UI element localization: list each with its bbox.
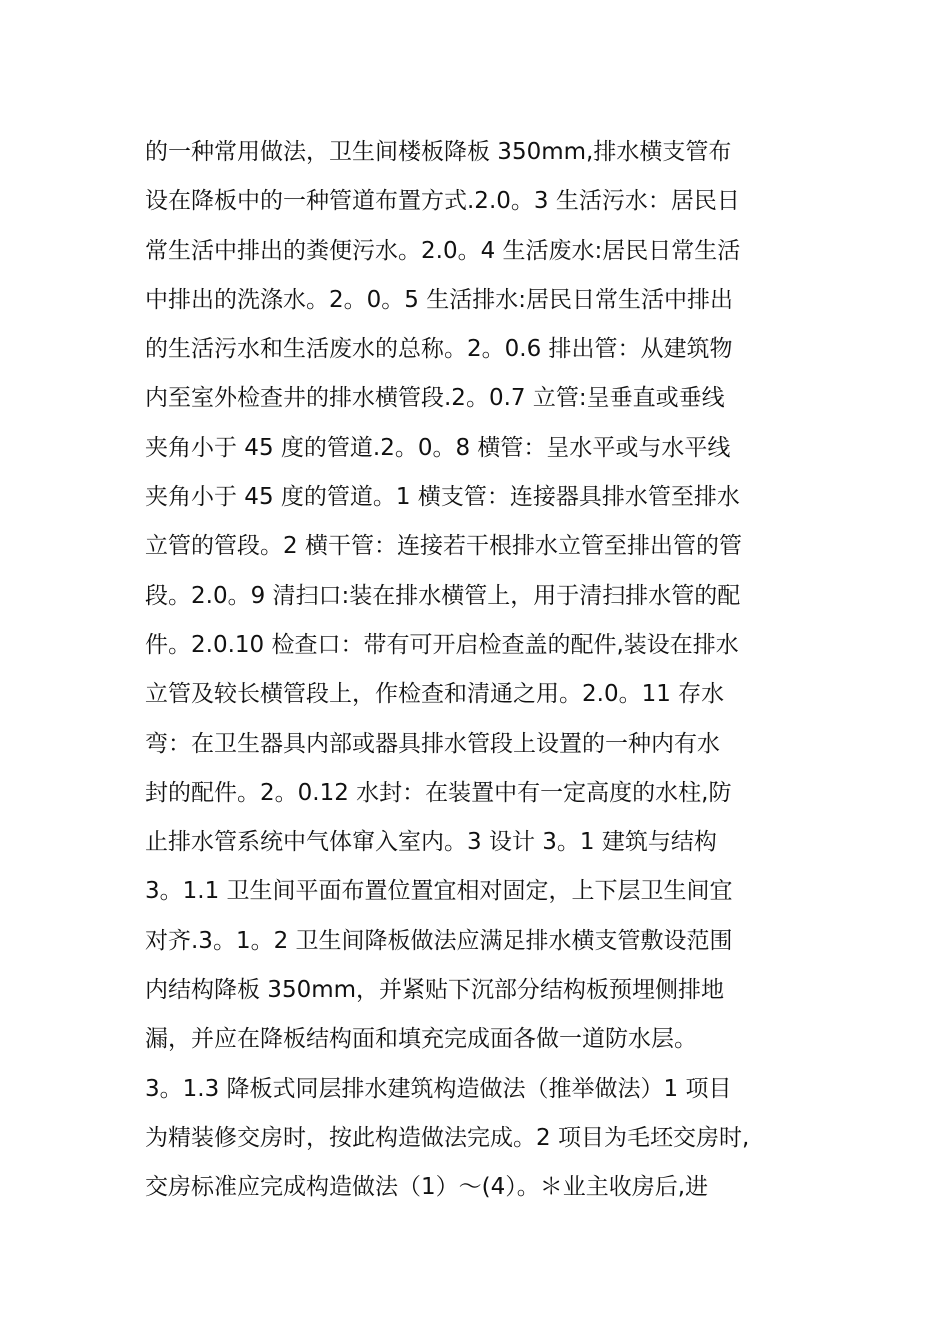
- text-line: 对齐.3。1。2 卫生间降板做法应满足排水横支管敷设范围: [145, 927, 733, 954]
- text-line: 弯：在卫生器具内部或器具排水管段上设置的一种内有水: [145, 730, 720, 757]
- text-line: 的一种常用做法，卫生间楼板降板 350mm,排水横支管布: [145, 139, 732, 165]
- body-text: [145, 128, 825, 1213]
- text-line: 夹角小于 45 度的管道。1 横支管：连接器具排水管至排水: [145, 484, 740, 511]
- text-line: 3。1.1 卫生间平面布置位置宜相对固定，上下层卫生间宜: [145, 878, 733, 905]
- text-line: 止排水管系统中气体窜入室内。3 设计 3。1 建筑与结构: [145, 829, 717, 856]
- text-line: 封的配件。2。0.12 水封：在装置中有一定高度的水柱,防: [145, 779, 732, 806]
- text-line: 为精装修交房时，按此构造做法完成。2 项目为毛坯交房时,: [145, 1124, 750, 1151]
- text-line: 夹角小于 45 度的管道.2。0。8 横管：呈水平或与水平线: [145, 434, 731, 461]
- text-line: 内至室外检查井的排水横管段.2。0.7 立管:呈垂直或垂线: [145, 385, 725, 412]
- text-line: 常生活中排出的粪便污水。2.0。4 生活废水:居民日常生活: [145, 237, 741, 264]
- text-line: 中排出的洗涤水。2。0。5 生活排水:居民日常生活中排出: [145, 286, 733, 313]
- text-line: 交房标准应完成构造做法（1）～(4）。＊业主收房后,进: [145, 1174, 709, 1201]
- text-line: 立管的管段。2 横干管：连接若干根排水立管至排出管的管: [145, 533, 742, 560]
- text-line: 的生活污水和生活废水的总称。2。0.6 排出管：从建筑物: [145, 336, 733, 363]
- text-line: 漏，并应在降板结构面和填充完成面各做一道防水层。: [145, 1026, 697, 1053]
- text-line: 段。2.0。9 清扫口:装在排水横管上，用于清扫排水管的配: [145, 582, 741, 609]
- text-line: 3。1.3 降板式同层排水建筑构造做法（推举做法）1 项目: [145, 1075, 732, 1102]
- text-line: 内结构降板 350mm，并紧贴下沉部分结构板预埋侧排地: [145, 977, 725, 1004]
- text-line: 件。2.0.10 检查口：带有可开启检查盖的配件,装设在排水: [145, 631, 739, 658]
- text-line: 立管及较长横管段上，作检查和清通之用。2.0。11 存水: [145, 681, 725, 708]
- text-line: 设在降板中的一种管道布置方式.2.0。3 生活污水：居民日: [145, 188, 740, 215]
